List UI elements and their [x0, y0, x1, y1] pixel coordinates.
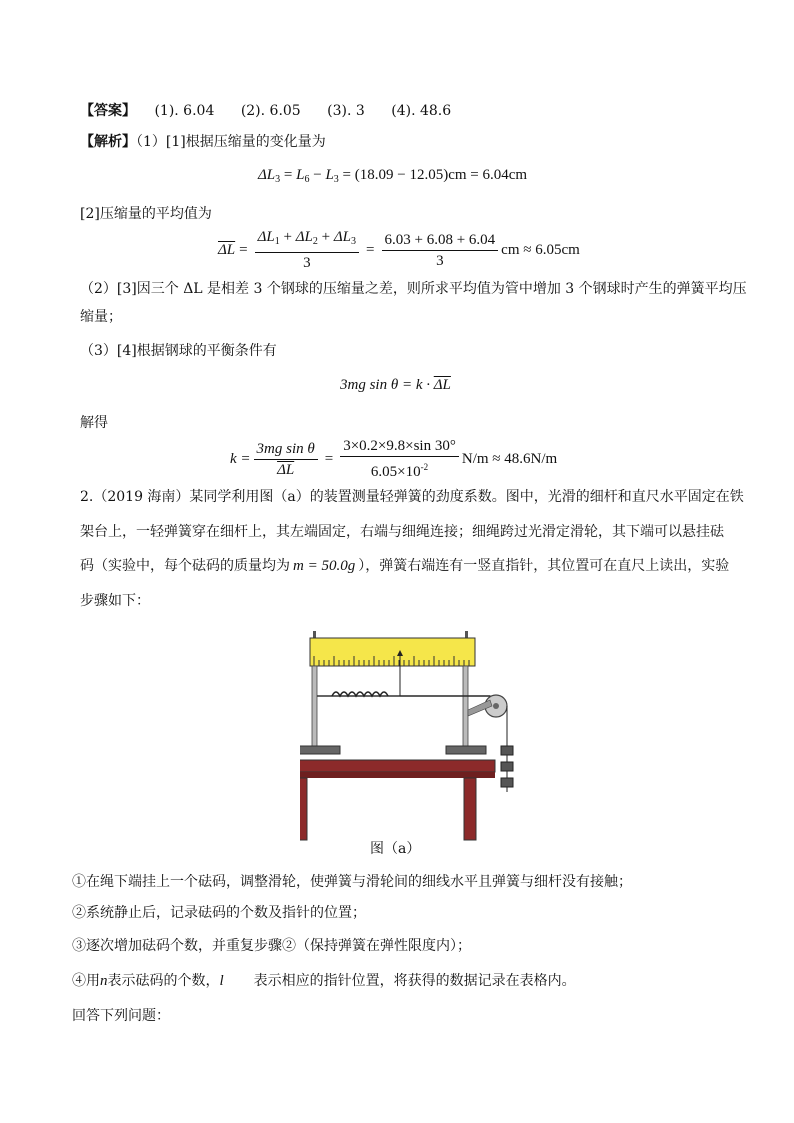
step-4b: 表示砝码的个数， — [107, 973, 220, 989]
step-4-l: l — [219, 973, 224, 989]
eq4-lhs: k = — [230, 450, 251, 467]
equation-3 — [340, 377, 451, 394]
eq2-den2: 3 — [436, 252, 444, 269]
table-leg-right — [464, 778, 476, 840]
table-leg-left — [300, 778, 307, 840]
analysis-text-1: （1）[1]根据压缩量的变化量为 — [136, 134, 326, 150]
answer-item-1: (1). 6.04 — [154, 103, 215, 119]
answer-item-2: (2). 6.05 — [240, 103, 301, 119]
table-top — [300, 760, 495, 772]
eq4-frac-values — [340, 437, 459, 481]
post-left — [312, 666, 317, 746]
step-3: ③逐次增加砝码个数，并重复步骤②（保持弹簧在弹性限度内）； — [72, 938, 471, 954]
weight-3 — [501, 778, 513, 787]
eq2-frac-symbolic: $\frac{\Delta L_1 + \Delta L_2 + \Delta L_3}{3}$ — [255, 228, 359, 272]
question-prompt: 回答下列问题： — [72, 1008, 170, 1024]
eq4-frac-symbolic — [254, 440, 318, 479]
analysis-line-4: （3）[4]根据钢球的平衡条件有 — [80, 343, 277, 359]
base-left — [300, 746, 340, 754]
ruler — [310, 638, 475, 666]
eq3-lhs: 3mg sin θ = k · — [340, 377, 434, 393]
post-right — [463, 666, 468, 746]
eq4-n2: 3×0.2×9.8×sin 30° — [340, 437, 459, 457]
step-4a: ④用 — [72, 973, 100, 989]
base-right — [446, 746, 486, 754]
figure-caption: 图（a） — [370, 841, 421, 857]
eq2-n1: ΔL — [257, 229, 275, 245]
eq1-mid2: L — [325, 167, 334, 183]
eq3-rhs: $\overline{\Delta L}$ — [433, 377, 451, 393]
equation-1: $\Delta L_3 = L_6 - L_3 = (18.09 - 12.05)cm = 6.04cm$ — [258, 167, 528, 185]
eq1-lhs-sub: 3 — [275, 174, 281, 185]
eq1-mid2-sub: 3 — [333, 174, 339, 185]
apparatus-figure — [300, 628, 530, 843]
problem2-line-1: 2.（2019 海南）某同学利用图（a）的装置测量轻弹簧的劲度系数。图中，光滑的细杆和直尺水平固定在铁 — [80, 489, 744, 505]
analysis-line-3a: （2）[3]因三个 ΔL 是相差 3 个钢球的压缩量之差，则所求平均值为管中增加 3 个钢球时产生的弹簧平均压 — [80, 281, 747, 297]
answer-item-4: (4). 48.6 — [391, 103, 452, 119]
eq2-n3: ΔL — [333, 229, 352, 245]
eq2-n3-sub: 3 — [351, 236, 357, 247]
eq4-n1: 3mg sin θ — [254, 440, 318, 460]
problem2-line-3a: 码（实验中，每个砝码的质量均为 — [80, 558, 290, 574]
answer-label: 【答案】 — [80, 103, 136, 119]
analysis-line-5: 解得 — [80, 415, 108, 431]
step-1: ①在绳下端挂上一个砝码，调整滑轮，使弹簧与滑轮间的细线水平且弹簧与细杆没有接触； — [72, 874, 632, 890]
step-4 — [72, 970, 576, 992]
equation-2: $\overline{\Delta L}$ = $\frac{\Delta L_1 + \Delta L_2 + \Delta L_3}{3}$ = $\frac{6.03 + 6.08 + 6.04}{3}$ cm ≈ 6.05cm — [218, 229, 580, 271]
step-2: ②系统静止后，记录砝码的个数及指针的位置； — [72, 905, 366, 921]
analysis-line-3b: 缩量； — [80, 309, 122, 325]
analysis-label: 【解析】 — [80, 134, 136, 150]
answer-item-3: (3). 3 — [327, 103, 365, 119]
problem2-line-4: 步骤如下： — [80, 593, 150, 609]
problem2-line-3b: ），弹簧右端连有一竖直指针，其位置可在直尺上读出，实验 — [358, 558, 730, 574]
eq2-den: 3 — [303, 255, 311, 271]
step-4c: 表示相应的指针位置，将获得的数据记录在表格内。 — [253, 973, 576, 989]
eq2-n2: ΔL — [295, 229, 313, 245]
analysis-line-1 — [80, 131, 326, 153]
eq1-rhs: (18.09 − 12.05)cm = 6.04cm — [354, 167, 528, 183]
eq4-d1: ΔL — [277, 461, 295, 478]
pulley-axle — [493, 703, 499, 709]
problem2-line-3 — [80, 555, 729, 577]
eq2-n1-sub: 1 — [274, 236, 280, 247]
eq2-frac-values — [382, 231, 499, 270]
eq2-result: cm ≈ 6.05cm — [501, 241, 580, 258]
equation-4: k = $\frac{\text{3mg sin θ}}{\Delta L}$ = $\frac{3\times 0.2\times 9.8\times\sin 30^\circ}{6.05\times 10^{-2}}$ N/m ≈ 48.6N/m — [230, 438, 558, 480]
eq1-mid1-sub: 6 — [304, 174, 310, 185]
step-4-n: n — [100, 973, 108, 989]
answer-line — [80, 100, 451, 122]
eq4-d2: 6.05×10 — [370, 464, 421, 480]
weight-2 — [501, 762, 513, 771]
eq1-lhs: ΔL — [258, 167, 276, 183]
weight-1 — [501, 746, 513, 755]
table-apron — [300, 772, 495, 778]
eq2-n2-sub: 2 — [312, 236, 318, 247]
eq1-mid1: L — [296, 167, 305, 183]
analysis-line-2: [2]压缩量的平均值为 — [80, 206, 212, 222]
eq4-result: N/m ≈ 48.6N/m — [461, 450, 558, 467]
problem2-mass: m = 50.0g — [293, 558, 356, 574]
eq2-lhs: $\overline{\Delta L}$ — [218, 241, 236, 258]
eq2-num-vals: 6.03 + 6.08 + 6.04 — [382, 231, 499, 251]
eq4-d2-exp: -2 — [420, 462, 429, 472]
problem2-line-2: 架台上，一轻弹簧穿在细杆上，其左端固定，右端与细绳连接；细绳跨过光滑定滑轮，其下端可以悬挂砝 — [80, 524, 724, 540]
